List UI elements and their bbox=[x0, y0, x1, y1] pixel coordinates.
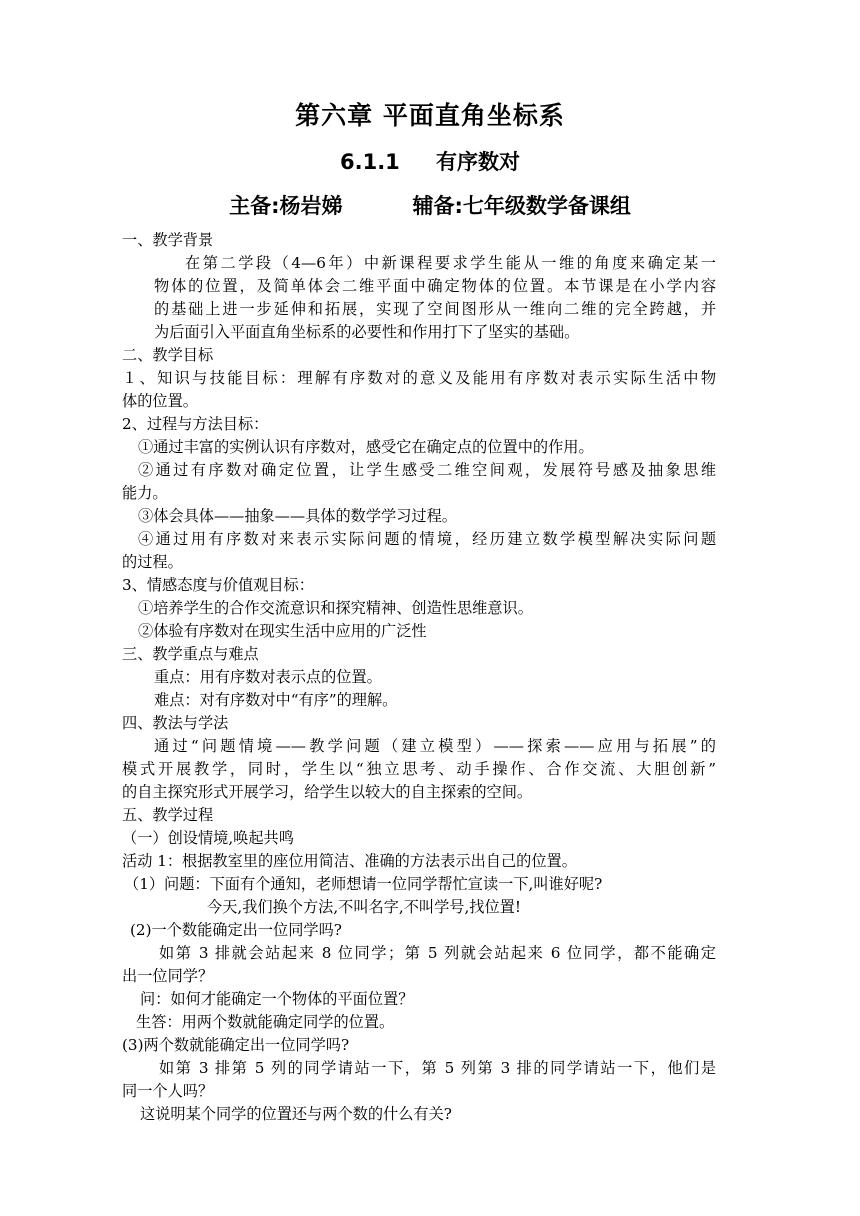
paragraph-line: 活动 1：根据教室里的座位用简洁、准确的方法表示出自己的位置。 bbox=[122, 852, 577, 870]
paragraph-line: 通过“问题情境——教学问题（建立模型）——探索——应用与拓展”的 bbox=[154, 737, 716, 755]
paragraph-line: 如第 3 排第 5 列的同学请站一下，第 5 列第 3 排的同学请站一下，他们是 bbox=[159, 1059, 716, 1077]
list-item: ②体验有序数对在现实生活中应用的广泛性 bbox=[138, 622, 427, 640]
section-number: 6.1.1 bbox=[340, 150, 400, 174]
chapter-title: 第六章 平面直角坐标系 bbox=[295, 101, 565, 130]
paragraph-line: 如第 3 排就会站起来 8 位同学；第 5 列就会站起来 6 位同学，都不能确定 bbox=[159, 944, 716, 962]
heading-objectives: 二、教学目标 bbox=[122, 346, 214, 364]
paragraph-line: 在第二学段（4—6年）中新课程要求学生能从一维的角度来确定某一 bbox=[185, 254, 716, 272]
assistant-preparer: 辅备:七年级数学备课组 bbox=[412, 194, 631, 218]
paragraph-line: 能力。 bbox=[122, 484, 168, 502]
heading-background: 一、教学背景 bbox=[122, 231, 214, 249]
paragraph-line: 难点：对有序数对中“有序”的理解。 bbox=[154, 691, 398, 709]
paragraph-line: 出一位同学？ bbox=[122, 967, 214, 985]
subheading: 2、过程与方法目标： bbox=[122, 415, 269, 433]
paragraph-line: 的自主探究形式开展学习，给学生以较大的自主探索的空间。 bbox=[122, 783, 533, 801]
paragraph-line: 的过程。 bbox=[122, 553, 183, 571]
list-item: ④通过用有序数对来表示实际问题的情境，经历建立数学模型解决实际问题 bbox=[138, 530, 716, 548]
paragraph-line: 为后面引入平面直角坐标系的必要性和作用打下了坚实的基础。 bbox=[154, 323, 580, 341]
list-item: ②通过有序数对确定位置，让学生感受二维空间观，发展符号感及抽象思维 bbox=[138, 461, 716, 479]
section-title: 有序数对 bbox=[436, 150, 520, 174]
paragraph-line: １、知识与技能目标：理解有序数对的意义及能用有序数对表示实际生活中物 bbox=[122, 369, 716, 387]
list-item: ①通过丰富的实例认识有序数对，感受它在确定点的位置中的作用。 bbox=[138, 438, 594, 456]
list-item: ①培养学生的合作交流意识和探究精神、创造性思维意识。 bbox=[138, 599, 533, 617]
subheading: 3、情感态度与价值观目标： bbox=[122, 576, 314, 594]
paragraph-line: 这说明某个同学的位置还与两个数的什么有关? bbox=[140, 1105, 452, 1123]
section-heading bbox=[0, 146, 860, 176]
paragraph-line: （1）问题：下面有个通知，老师想请一位同学帮忙宣读一下,叫谁好呢? bbox=[124, 875, 603, 893]
subheading: （一）创设情境,唤起共鸣 bbox=[122, 829, 294, 847]
paragraph-line: 重点：用有序数对表示点的位置。 bbox=[154, 668, 382, 686]
paragraph-line: 问：如何才能确定一个物体的平面位置？ bbox=[140, 990, 414, 1008]
paragraph-line: 模式开展教学，同时，学生以“独立思考、动手操作、合作交流、大胆创新” bbox=[122, 760, 716, 778]
preparer-line bbox=[0, 190, 860, 220]
paragraph-line: (2)一个数能确定出一位同学吗? bbox=[130, 921, 342, 939]
heading-methods: 四、教法与学法 bbox=[122, 714, 229, 732]
paragraph-line: (3)两个数就能确定出一位同学吗? bbox=[122, 1036, 350, 1054]
heading-key-points: 三、教学重点与难点 bbox=[122, 645, 259, 663]
heading-process: 五、教学过程 bbox=[122, 806, 214, 824]
list-item: ③体会具体——抽象——具体的数学学习过程。 bbox=[138, 507, 457, 525]
main-preparer: 主备:杨岩娣 bbox=[229, 194, 343, 218]
paragraph-line: 同一个人吗？ bbox=[122, 1082, 214, 1100]
paragraph-line: 物体的位置，及简单体会二维平面中确定物体的位置。本节课是在小学内容 bbox=[154, 277, 716, 295]
paragraph-line: 生答：用两个数就能确定同学的位置。 bbox=[136, 1013, 395, 1031]
paragraph-line: 体的位置。 bbox=[122, 392, 198, 410]
paragraph-line: 今天,我们换个方法,不叫名字,不叫学号,找位置! bbox=[207, 898, 521, 916]
paragraph-line: 的基础上进一步延伸和拓展，实现了空间图形从一维向二维的完全跨越，并 bbox=[154, 300, 716, 318]
